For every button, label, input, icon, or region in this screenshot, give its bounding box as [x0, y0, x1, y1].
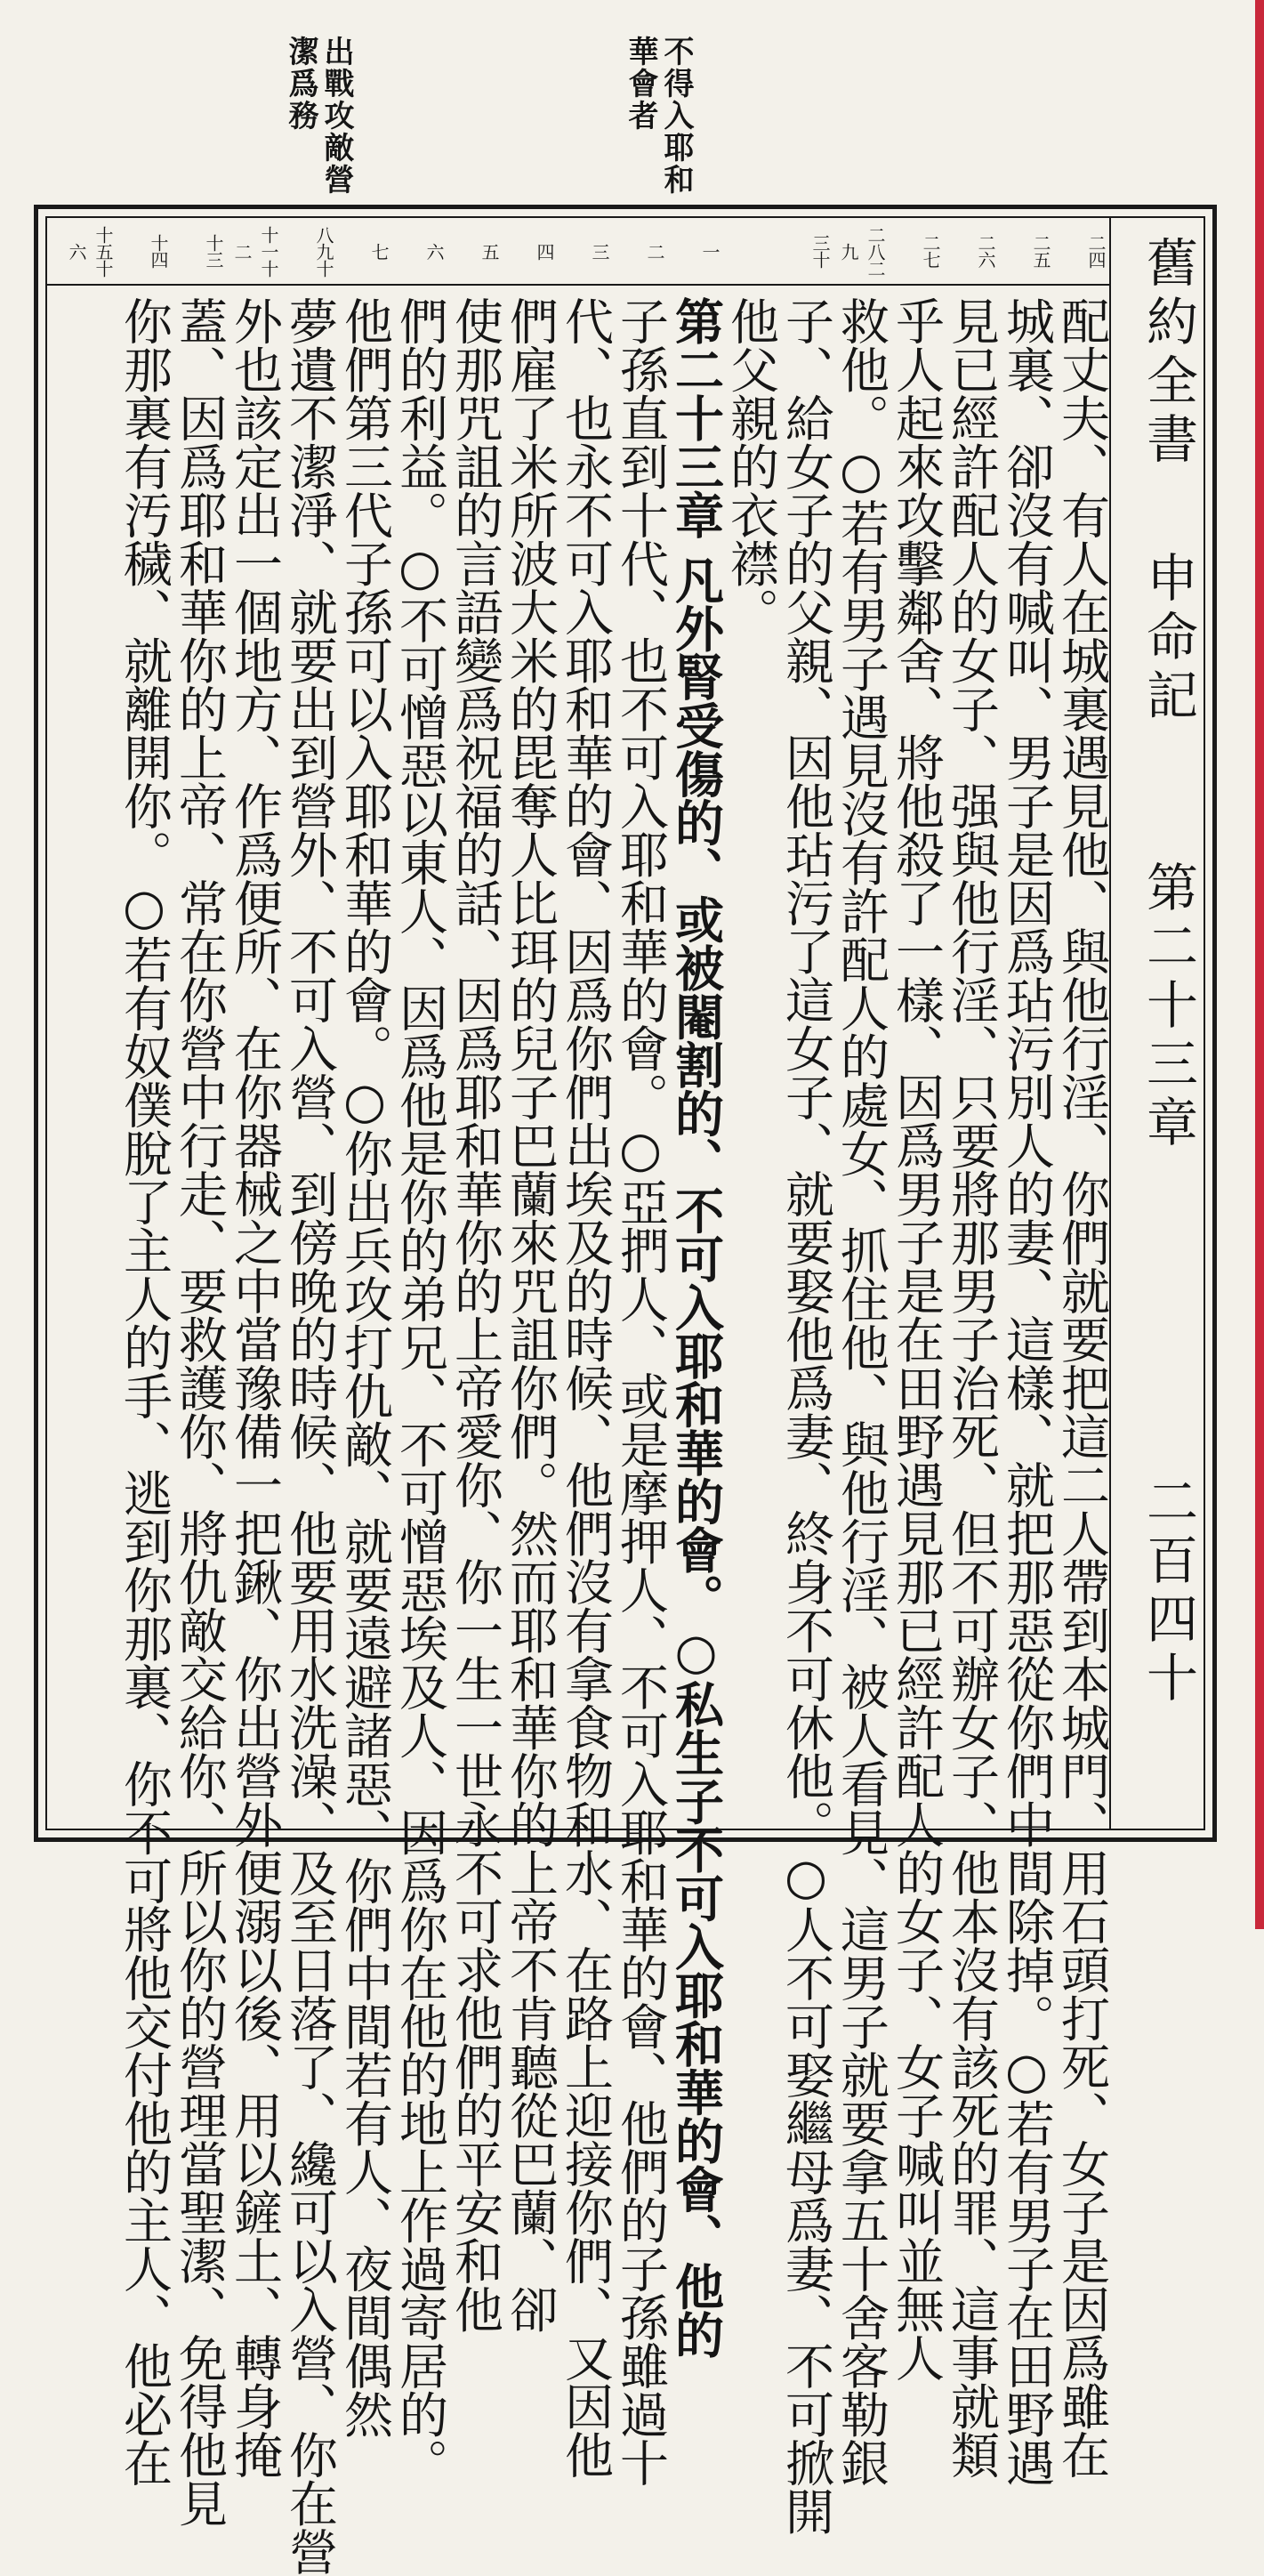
verse-number-label: 七 [368, 242, 390, 260]
text-column: 救他。○若有男子遇見沒有許配人的處女、抓住他、與他行淫、被人看見、這男子就要拿五十舍客勒銀 [833, 296, 890, 2487]
verse-number-label: 三十 [809, 234, 831, 268]
text-column: 乎人起來攻擊鄰舍、將他殺了一樣、因爲男子是在田野遇見那已經許配人的女子、女子喊叫並無人 [888, 296, 945, 2382]
text-column: 你那裏有汚穢、就離開你。○若有奴僕脫了主人的手、逃到你那裏、你不可將他交付他的主人、他必在 [116, 296, 173, 2487]
verse-number-label: 二四 [1085, 234, 1107, 268]
text-column: 夢遺不潔淨、就要出到營外、不可入營、到傍晚的時候、他要用水洗澡、及至日落了、纔可以入營、你在營 [281, 296, 338, 2576]
book-name: 申命記 [1138, 551, 1198, 727]
text-column: 代、也永不可入耶和華的會、因爲你們出埃及的時候、他們沒有拿食物和水、在路上迎接你們、又因他 [557, 296, 614, 2479]
page-number: 二百四十 [1138, 1474, 1198, 1709]
text-column: 子、給女子的父親、因他玷污了這女子、就要娶他爲妻、終身不可休他。○人不可娶繼母爲妻、不可掀開 [777, 296, 834, 2535]
book-title: 舊約全書 [1138, 236, 1198, 471]
text-column: 子孫直到十代、也不可入耶和華的會。○亞捫人、或是摩押人、不可入耶和華的會、他們的子孫雖過十 [612, 296, 669, 2487]
text-column: 外也該定出一個地方、作爲便所、在你器械之中當豫備一把鍬、你出營外便溺以後、用以鏟土、轉身掩 [226, 296, 283, 2479]
text-column: 城裏、卻沒有喊叫、男子是因爲玷污別人的妻、這樣、就把那惡從你們中間除掉。○若有男子在田野遇 [998, 296, 1055, 2487]
verse-number-label: 二八二九 [838, 225, 886, 277]
text-column: 們的利益。○不可憎惡以東人、因爲他是你的弟兄、不可憎惡埃及人、因爲你在他的地上作過寄居的。 [391, 296, 448, 2487]
text-column: 們雇了米所波大米的毘奪人比珥的兒子巴蘭來咒詛你們。然而耶和華你的上帝不肯聽從巴蘭、卻 [502, 296, 559, 2333]
verse-number-label: 六 [423, 242, 445, 260]
running-header [1109, 216, 1205, 1830]
verse-number-label: 二六 [975, 234, 996, 268]
text-column: 他們第三代子孫可以入耶和華的會。○你出兵攻打仇敵、就要遠避諸惡、你們中間若有人、夜間偶然 [336, 296, 393, 2438]
text-column: 配丈夫、有人在城裏遇見他、與他行淫、你們就要把這二人帶到本城門、用石頭打死、女子是因爲雖在 [1053, 296, 1110, 2479]
verse-number-row [47, 218, 1109, 286]
verse-number-label: 十四 [148, 234, 169, 268]
text-column: 他父親的衣襟。 [722, 296, 779, 636]
text-frame [34, 205, 1217, 2576]
chapter-start-column: 第二十三章 凡外腎受傷的、或被閹割的、不可入耶和華的會。○私生子不可入耶和華的會、他的 [667, 296, 725, 2359]
verse-number-label: 二七 [920, 234, 941, 268]
text-column: 使那咒詛的言語變爲祝福的話、因爲耶和華你的上帝愛你、你一生一世永不可求他們的平安和他 [447, 296, 503, 2333]
verse-number-label: 二五 [1030, 234, 1051, 268]
verse-number-label: 十一十二 [231, 225, 279, 277]
verse-number-label: 十五十六 [66, 225, 114, 277]
verse-number-label: 二 [644, 242, 665, 260]
margin-note-purity: 出戰攻敵營潔爲務 [283, 36, 354, 196]
text-column: 見已經許配人的女子、强與他行淫、只要將那男子治死、但不可辦女子、他本沒有該死的罪、這事就類 [943, 296, 1000, 2479]
scripture-body [47, 286, 1110, 2576]
text-column: 蓋、因爲耶和華你的上帝、常在你營中行走、要救護你、將仇敵交給你、所以你的營理當聖潔、免得他見 [171, 296, 228, 2527]
chapter-heading: 第二十三章 [1138, 860, 1198, 1154]
verse-number-label: 三 [589, 242, 610, 260]
verse-number-label: 五 [479, 242, 500, 260]
page-edge [1255, 0, 1264, 1929]
verse-number-label: 一 [699, 242, 721, 260]
verse-number-label: 八九十 [313, 225, 334, 277]
verse-number-label: 十三 [203, 234, 224, 268]
margin-note-assembly: 不得入耶和華會者 [623, 36, 694, 196]
verse-number-label: 四 [534, 242, 555, 260]
